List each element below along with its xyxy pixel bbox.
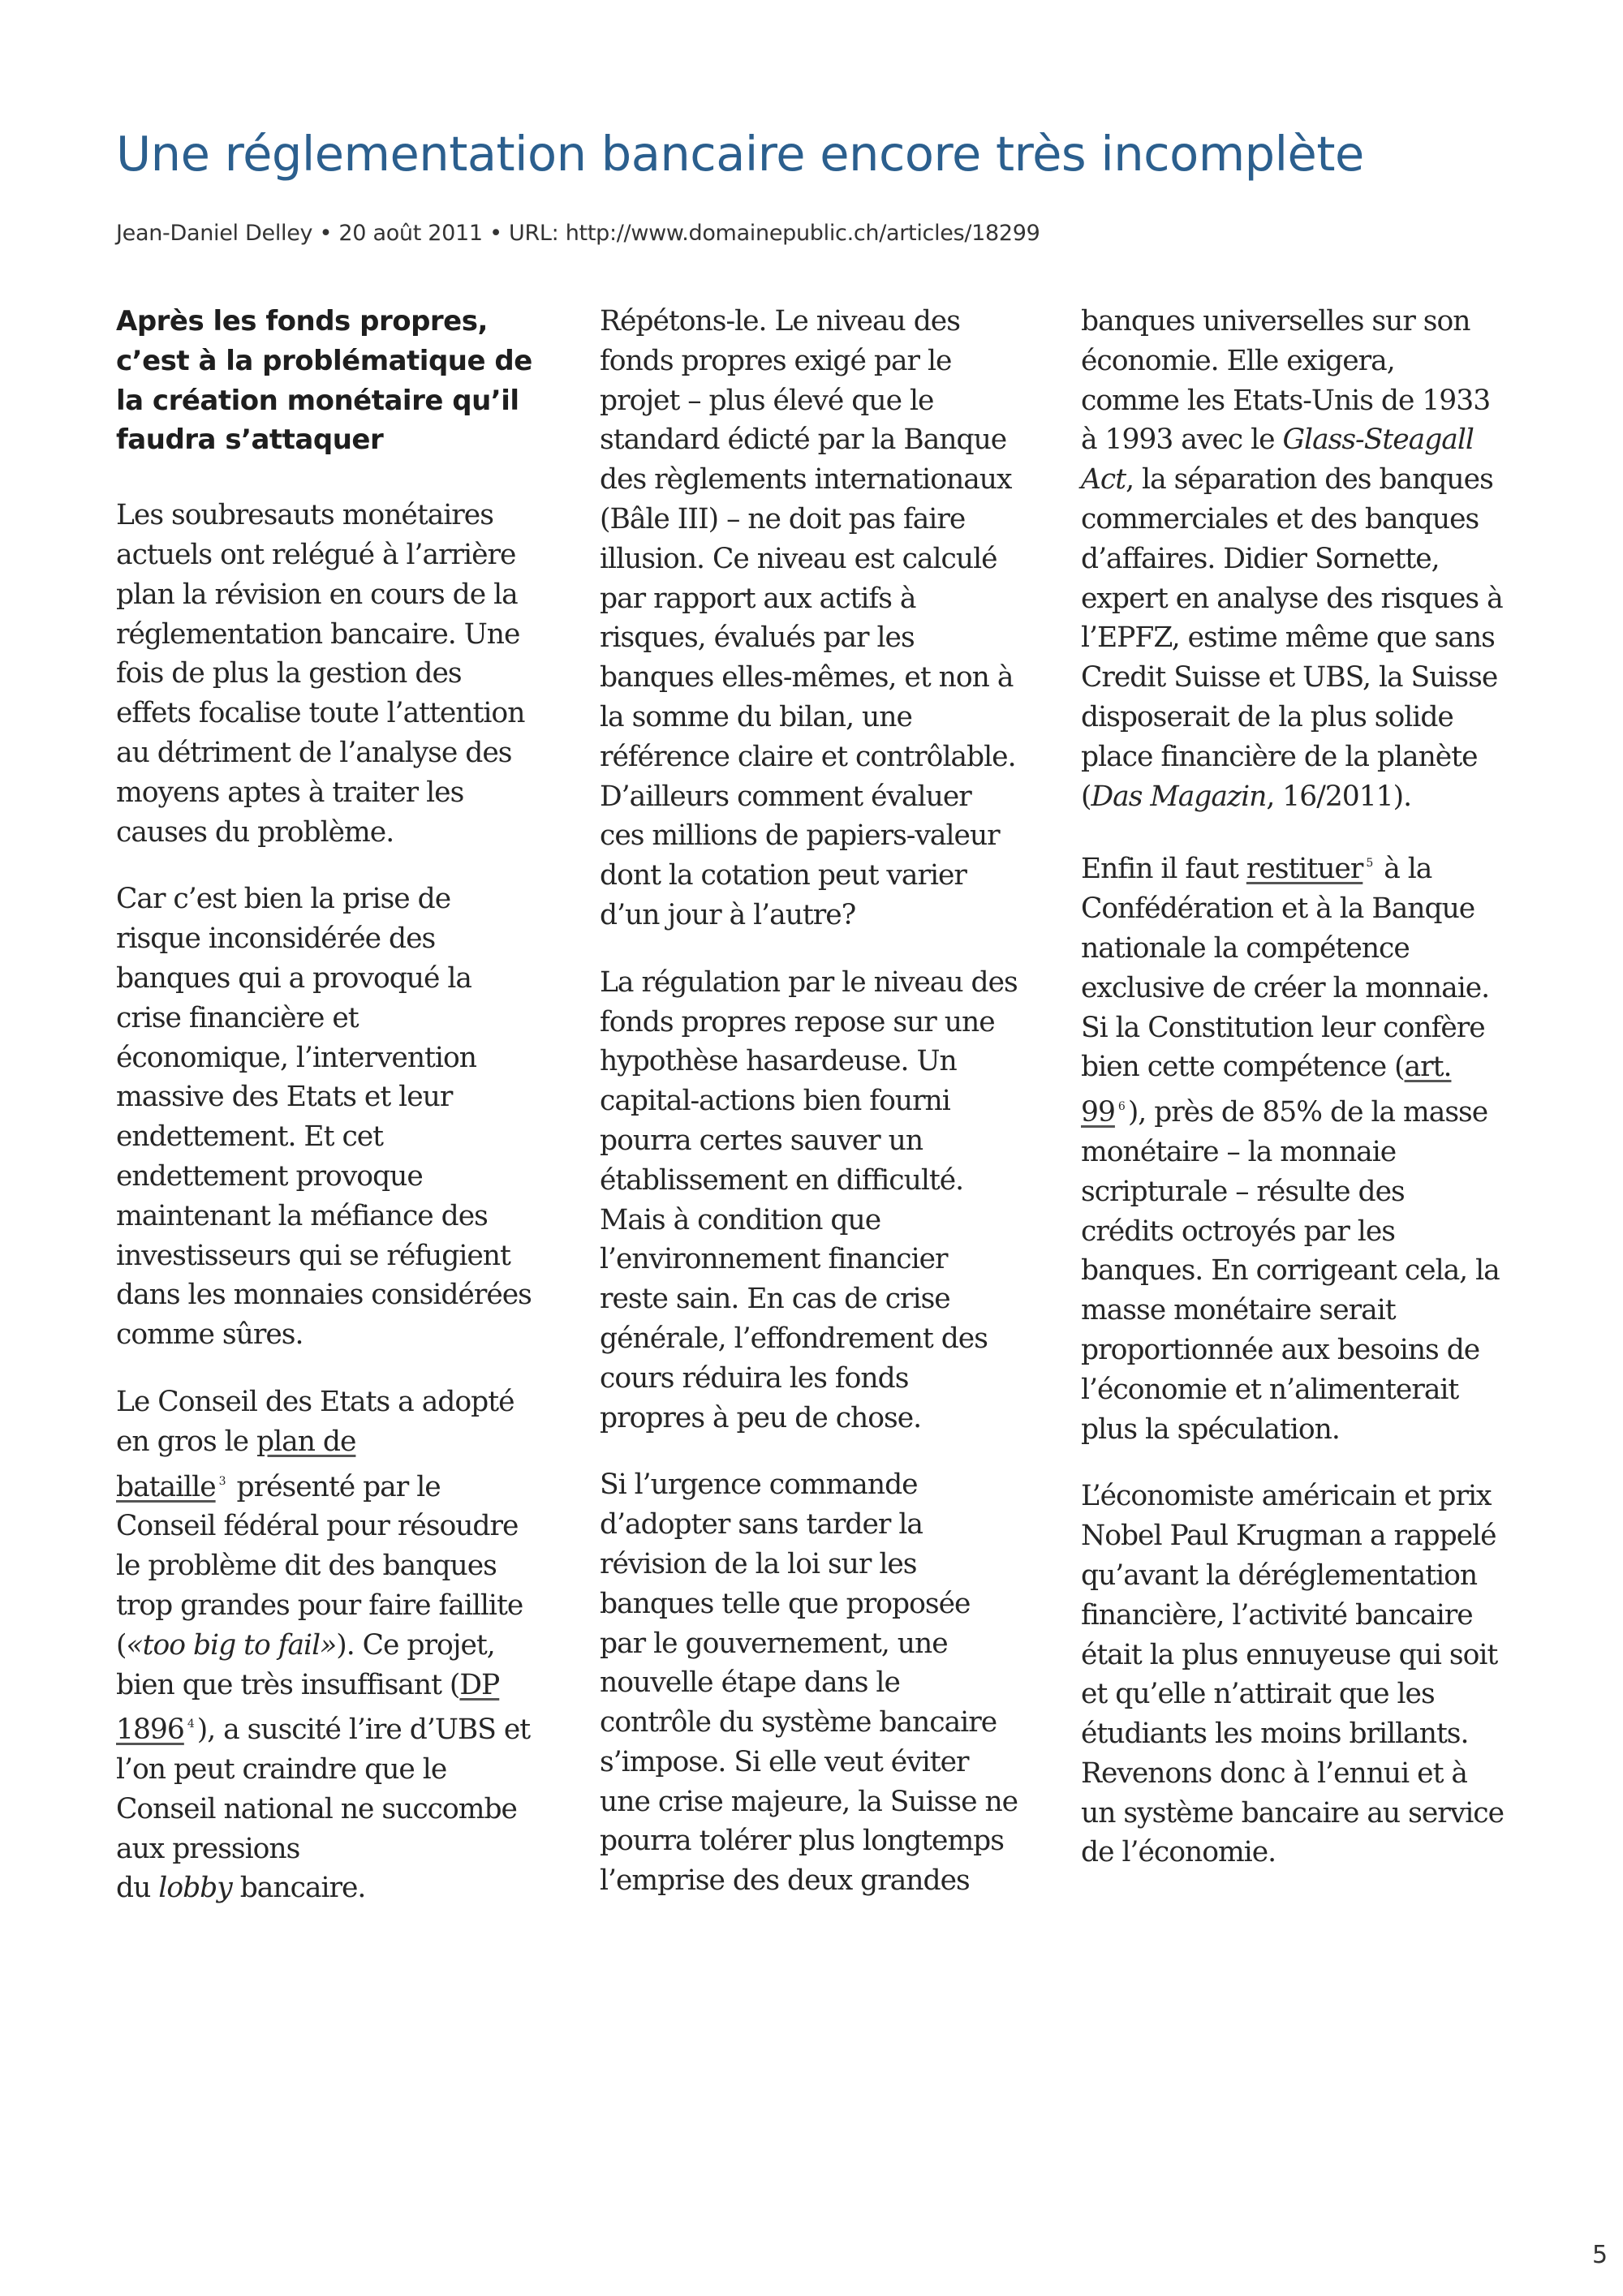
text-line: D’ailleurs comment évaluer bbox=[600, 780, 971, 813]
text-line: projet – plus élevé que le bbox=[600, 384, 934, 417]
text-line: bien cette compétence (art. bbox=[1081, 1051, 1452, 1084]
text-line: crise financière et bbox=[116, 1001, 359, 1034]
paragraph bbox=[600, 302, 1038, 935]
text-line: propres à peu de chose. bbox=[600, 1401, 922, 1434]
text-line: Nobel Paul Krugman a rappelé bbox=[1081, 1520, 1496, 1553]
text-line: nationale la compétence bbox=[1081, 931, 1410, 965]
paragraph bbox=[116, 1382, 554, 1908]
text-line: banques qui a provoqué la bbox=[116, 961, 472, 995]
text-line: trop grandes pour faire faillite bbox=[116, 1589, 523, 1622]
text-line: d’adopter sans tarder la bbox=[600, 1508, 923, 1541]
text-line: causes du problème. bbox=[116, 815, 394, 849]
column-2 bbox=[600, 302, 1038, 1928]
text-line: actuels ont relégué à l’arrière bbox=[116, 538, 516, 571]
text-line: bien que très insuffisant (DP bbox=[116, 1668, 500, 1701]
text-line: fonds propres exigé par le bbox=[600, 344, 952, 377]
text-line: Si l’urgence commande bbox=[600, 1468, 918, 1502]
text-line: expert en analyse des risques à bbox=[1081, 582, 1503, 615]
paragraph bbox=[116, 496, 554, 852]
text-line: c’est à la problématique de bbox=[116, 344, 532, 377]
text-line: dont la cotation peut varier bbox=[600, 859, 966, 892]
column-3 bbox=[1081, 302, 1519, 1900]
text-line: économie. Elle exigera, bbox=[1081, 344, 1395, 377]
text-line: commerciales et des banques bbox=[1081, 502, 1479, 535]
text-line: l’on peut craindre que le bbox=[116, 1753, 447, 1786]
paragraph bbox=[1081, 1477, 1519, 1872]
text-line: Mais à condition que bbox=[600, 1203, 881, 1236]
text-line: plan la révision en cours de la bbox=[116, 578, 518, 611]
art-99-link[interactable]: art. bbox=[1404, 1051, 1452, 1084]
footnote-marker: 3 bbox=[218, 1474, 226, 1488]
paragraph bbox=[1081, 844, 1519, 1449]
plan-de-bataille-link[interactable]: bataille bbox=[116, 1470, 216, 1503]
text-line: et qu’elle n’attirait que les bbox=[1081, 1678, 1435, 1711]
text-line: Credit Suisse et UBS, la Suisse bbox=[1081, 661, 1498, 694]
text-line: Act, la séparation des banques bbox=[1081, 463, 1493, 497]
article-title: Une réglementation bancaire encore très incomplète bbox=[116, 126, 1364, 182]
text-line: (Bâle III) – ne doit pas faire bbox=[600, 502, 966, 535]
text-line: une crise majeure, la Suisse ne bbox=[600, 1785, 1018, 1818]
text-line: qu’avant la déréglementation bbox=[1081, 1559, 1478, 1592]
text-line: Après les fonds propres, bbox=[116, 305, 488, 338]
text-line: Répétons-le. Le niveau des bbox=[600, 305, 960, 338]
text-line: l’environnement financier bbox=[600, 1243, 948, 1276]
text-line: reste sain. En cas de crise bbox=[600, 1283, 950, 1316]
paragraph bbox=[600, 1465, 1038, 1901]
text-line: dans les monnaies considérées bbox=[116, 1279, 532, 1312]
text-line: standard édicté par la Banque bbox=[600, 424, 1007, 457]
text-line: bataille $^3$ présenté par le bbox=[116, 1470, 441, 1503]
text-line: comme sûres. bbox=[116, 1318, 304, 1352]
text-line: de l’économie. bbox=[1081, 1836, 1276, 1869]
text-line: étudiants les moins brillants. bbox=[1081, 1718, 1469, 1751]
article-byline: Jean-Daniel Delley • 20 août 2011 • URL: http://www.domainepublic.ch/articles/18299 bbox=[116, 221, 1040, 246]
text-line: cours réduira les fonds bbox=[600, 1361, 909, 1395]
text-line: banques universelles sur son bbox=[1081, 305, 1470, 338]
text-line: économique, l’intervention bbox=[116, 1041, 476, 1074]
dp-1896-link[interactable]: 1896 bbox=[116, 1713, 184, 1747]
text-line: pourra certes sauver un bbox=[600, 1124, 923, 1157]
text-line: L’économiste américain et prix bbox=[1081, 1480, 1492, 1513]
text-line: l’EPFZ, estime même que sans bbox=[1081, 621, 1495, 655]
text-line: endettement provoque bbox=[116, 1159, 423, 1193]
text-line: hypothèse hasardeuse. Un bbox=[600, 1045, 957, 1078]
text-line: banques elles-mêmes, et non à bbox=[600, 661, 1014, 694]
text-line: par rapport aux actifs à bbox=[600, 582, 916, 615]
text-line: moyens aptes à traiter les bbox=[116, 776, 464, 809]
text-line: plus la spéculation. bbox=[1081, 1412, 1340, 1446]
text-line: exclusive de créer la monnaie. bbox=[1081, 971, 1490, 1004]
text-line: La régulation par le niveau des bbox=[600, 965, 1018, 999]
text-line: la somme du bilan, une bbox=[600, 700, 912, 733]
text-line: 1896 $^4$ ), a suscité l’ire d’UBS et bbox=[116, 1713, 531, 1747]
text-line: disposerait de la plus solide bbox=[1081, 700, 1453, 733]
text-line: s’impose. Si elle veut éviter bbox=[600, 1745, 969, 1778]
text-line: l’emprise des deux grandes bbox=[600, 1864, 970, 1898]
text-line: risque inconsidérée des bbox=[116, 922, 436, 956]
text-line: investisseurs qui se réfugient bbox=[116, 1239, 510, 1272]
text-line: du lobby bancaire. bbox=[116, 1872, 366, 1905]
column-1 bbox=[116, 302, 554, 1936]
text-line: le problème dit des banques bbox=[116, 1550, 497, 1583]
text-line: ces millions de papiers-valeur bbox=[600, 819, 1000, 853]
text-line: effets focalise toute l’attention bbox=[116, 697, 525, 730]
text-line: Car c’est bien la prise de bbox=[116, 883, 451, 916]
text-line: fois de plus la gestion des bbox=[116, 657, 462, 690]
lead-paragraph bbox=[116, 302, 554, 460]
text-line: générale, l’effondrement des bbox=[600, 1322, 988, 1355]
text-line: massive des Etats et leur bbox=[116, 1081, 453, 1114]
text-line: Si la Constitution leur confère bbox=[1081, 1011, 1485, 1044]
text-line: des règlements internationaux bbox=[600, 463, 1012, 497]
text-line: Les soubresauts monétaires bbox=[116, 499, 493, 532]
paragraph bbox=[600, 963, 1038, 1438]
text-line: proportionnée aux besoins de bbox=[1081, 1333, 1480, 1366]
text-line: endettement. Et cet bbox=[116, 1120, 384, 1154]
text-line: à 1993 avec le Glass-Steagall bbox=[1081, 424, 1474, 457]
text-line: Le Conseil des Etats a adopté bbox=[116, 1385, 514, 1418]
footnote-marker: 4 bbox=[187, 1718, 194, 1731]
text-line: était la plus ennuyeuse qui soit bbox=[1081, 1638, 1498, 1671]
text-line: Conseil national ne succombe bbox=[116, 1792, 517, 1825]
text-line: Conseil fédéral pour résoudre bbox=[116, 1510, 519, 1543]
text-line: faudra s’attaquer bbox=[116, 424, 384, 457]
text-line: référence claire et contrôlable. bbox=[600, 740, 1016, 773]
text-line: Revenons donc à l’ennui et à bbox=[1081, 1756, 1467, 1790]
text-line: réglementation bancaire. Une bbox=[116, 617, 520, 651]
text-line: monétaire – la monnaie bbox=[1081, 1135, 1397, 1168]
text-line: en gros le plan de bbox=[116, 1425, 356, 1458]
text-line: financière, l’activité bancaire bbox=[1081, 1598, 1473, 1632]
footnote-marker: 6 bbox=[1117, 1100, 1125, 1114]
plan-de-bataille-link[interactable]: plan de bbox=[256, 1425, 356, 1458]
text-line: crédits octroyés par les bbox=[1081, 1215, 1395, 1248]
text-line: pourra tolérer plus longtemps bbox=[600, 1825, 1004, 1858]
restituer-link[interactable]: restituer bbox=[1246, 853, 1363, 886]
footnote-marker: 5 bbox=[1366, 857, 1373, 871]
text-line: au détriment de l’analyse des bbox=[116, 736, 512, 769]
text-line: Confédération et à la Banque bbox=[1081, 892, 1475, 926]
text-line: la création monétaire qu’il bbox=[116, 384, 519, 417]
text-line: risques, évalués par les bbox=[600, 621, 915, 655]
text-line: révision de la loi sur les bbox=[600, 1547, 917, 1580]
text-line: un système bancaire au service bbox=[1081, 1796, 1504, 1829]
text-line: d’un jour à l’autre? bbox=[600, 898, 856, 931]
paragraph bbox=[116, 879, 554, 1355]
text-line: contrôle du système bancaire bbox=[600, 1706, 997, 1739]
text-line: comme les Etats-Unis de 1933 bbox=[1081, 384, 1491, 417]
art-99-link[interactable]: 99 bbox=[1081, 1096, 1115, 1129]
dp-1896-link[interactable]: DP bbox=[459, 1668, 500, 1701]
text-line: masse monétaire serait bbox=[1081, 1294, 1396, 1327]
text-line: («too big to fail»). Ce projet, bbox=[116, 1628, 495, 1662]
text-line: 99 $^6$ ), près de 85% de la masse bbox=[1081, 1096, 1488, 1129]
text-line: Enfin il faut restituer $^5$ à la bbox=[1081, 853, 1432, 886]
text-line: illusion. Ce niveau est calculé bbox=[600, 542, 997, 575]
text-line: capital-actions bien fourni bbox=[600, 1085, 950, 1118]
paragraph bbox=[1081, 302, 1519, 816]
text-line: établissement en difficulté. bbox=[600, 1163, 964, 1197]
text-line: fonds propres repose sur une bbox=[600, 1005, 995, 1038]
text-line: maintenant la méfiance des bbox=[116, 1199, 488, 1232]
text-line: nouvelle étape dans le bbox=[600, 1666, 900, 1700]
text-line: scripturale – résulte des bbox=[1081, 1175, 1405, 1208]
text-line: par le gouvernement, une bbox=[600, 1627, 948, 1660]
text-line: banques. En corrigeant cela, la bbox=[1081, 1254, 1500, 1288]
text-line: (Das Magazin, 16/2011). bbox=[1081, 780, 1412, 813]
text-line: l’économie et n’alimenterait bbox=[1081, 1373, 1459, 1406]
page-number: 5 bbox=[1592, 2241, 1608, 2269]
text-line: place financière de la planète bbox=[1081, 740, 1478, 773]
text-line: d’affaires. Didier Sornette, bbox=[1081, 542, 1440, 575]
text-line: aux pressions bbox=[116, 1832, 300, 1865]
text-line: banques telle que proposée bbox=[600, 1587, 971, 1620]
